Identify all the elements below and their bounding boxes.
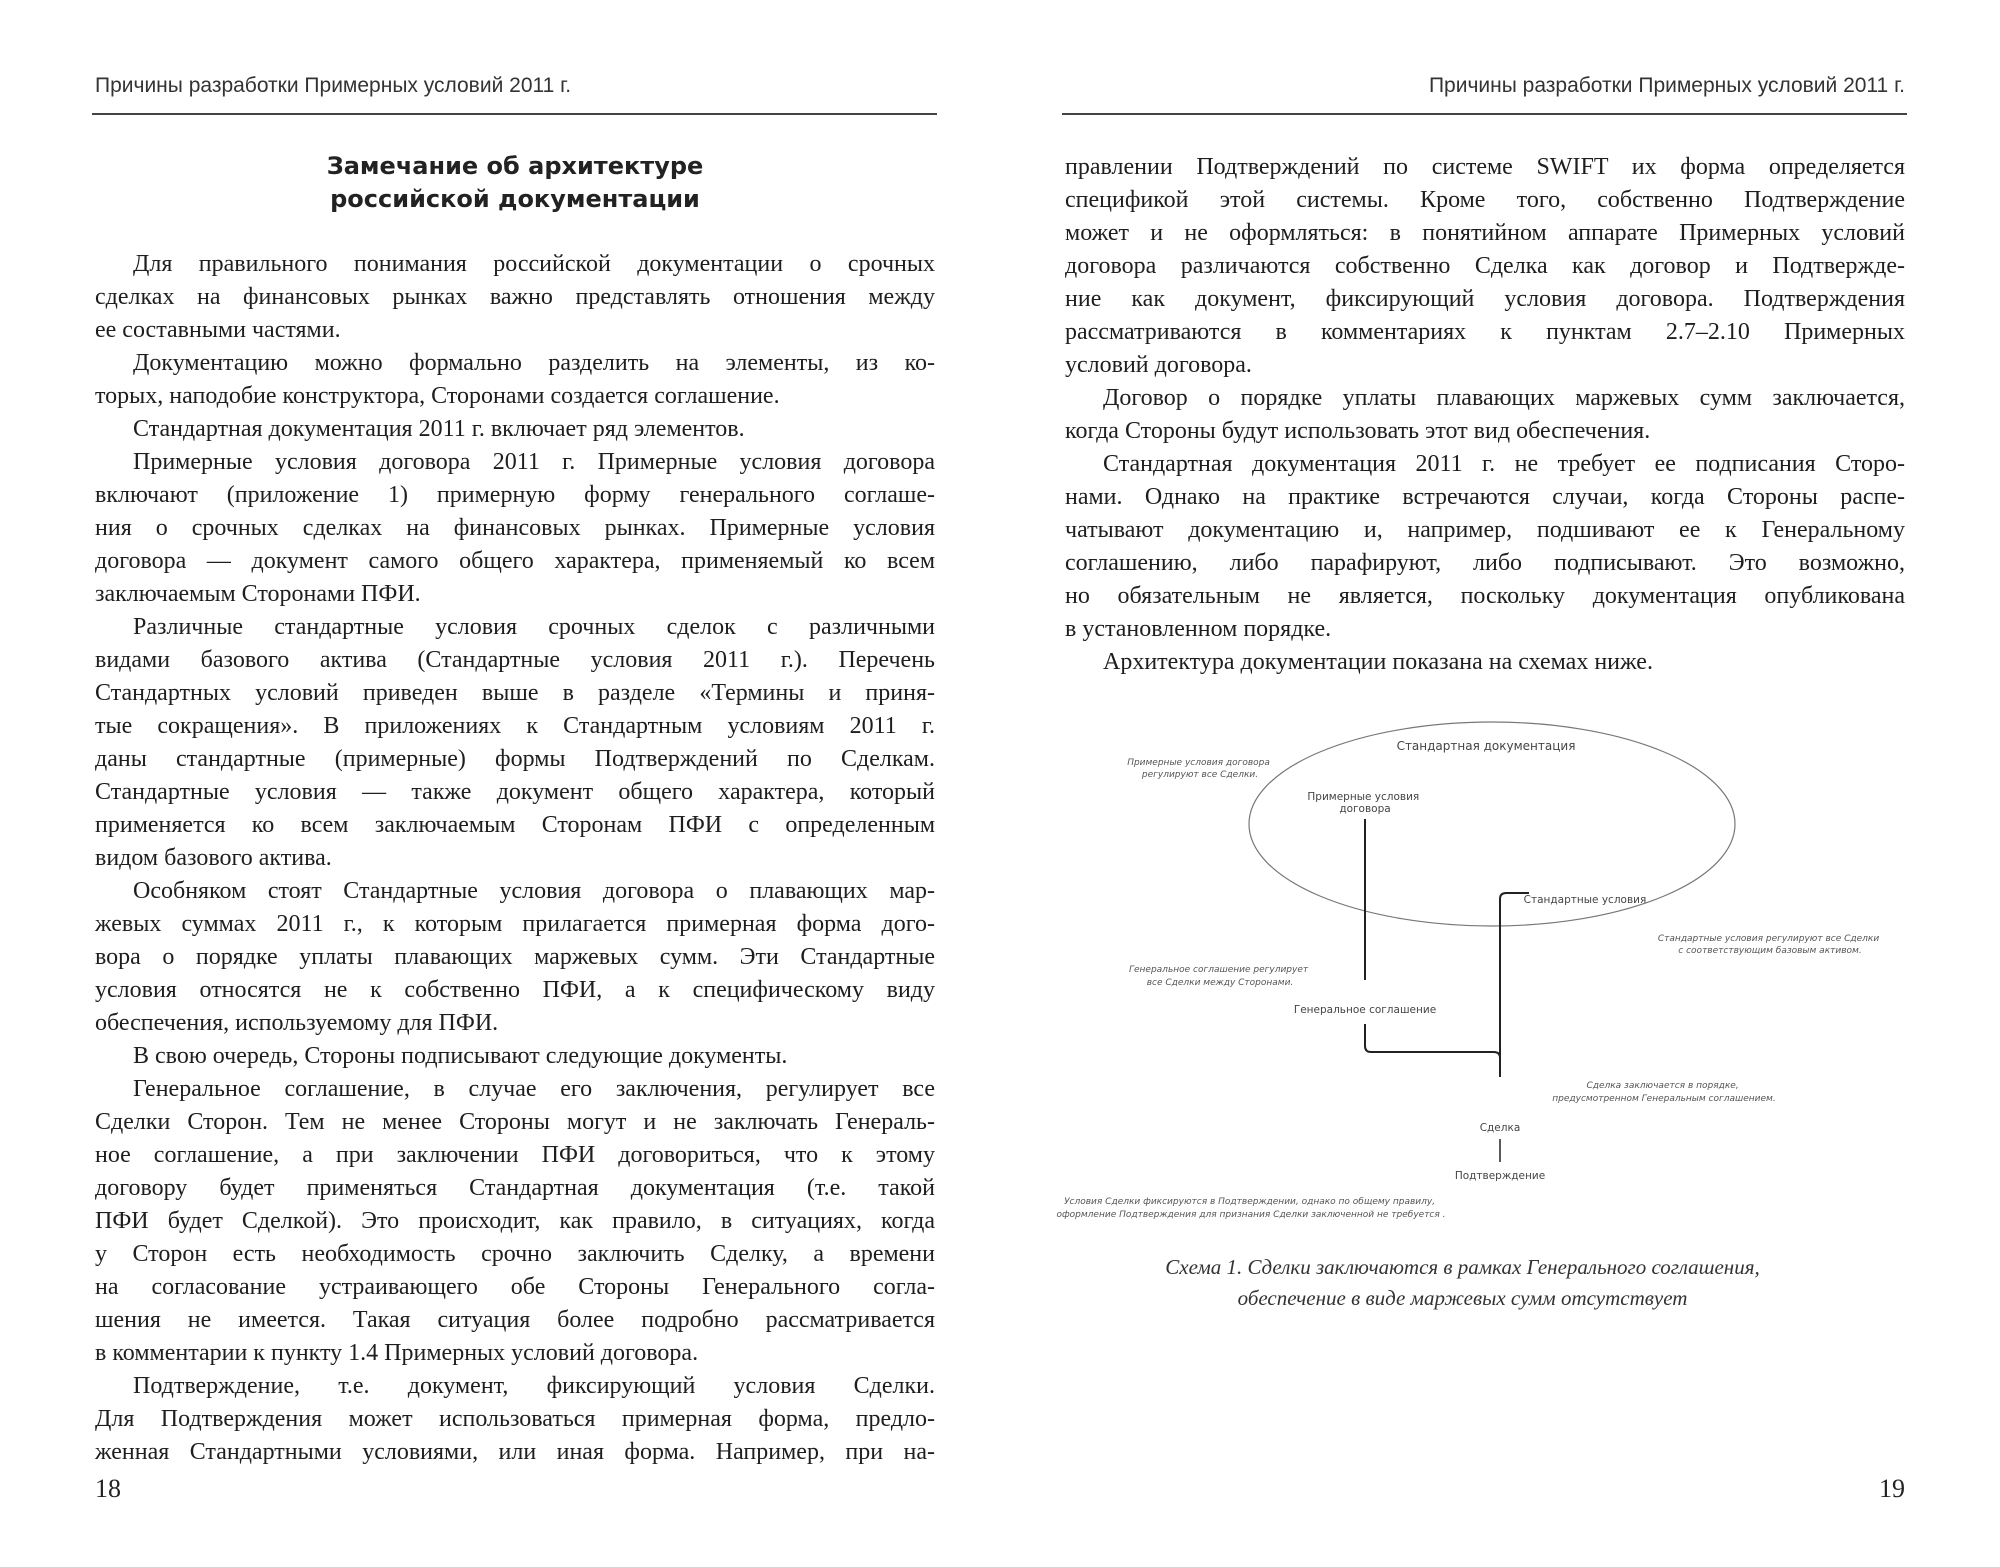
- text-line: Стандартных условий приведен выше в разделе «Термины и приня-: [95, 680, 935, 706]
- text-line: торых, наподобие конструктора, Сторонами создается соглашение.: [95, 383, 780, 409]
- text-line: включают (приложение 1) примерную форму генерального соглаше-: [95, 482, 935, 508]
- note-line: Примерные условия договора: [1127, 758, 1270, 768]
- note-line: регулируют все Сделки.: [1141, 770, 1259, 780]
- text-line: правлении Подтверждений по системе SWIFT их форма определяется: [1065, 154, 1905, 180]
- text-line: Для Подтверждения может использоваться примерная форма, предло-: [95, 1406, 935, 1432]
- text-line: Договор о порядке уплаты плавающих маржевых сумм заключается,: [1103, 385, 1905, 411]
- note-confirmation: [1056, 1197, 1445, 1220]
- note-line: Условия Сделки фиксируются в Подтверждении, однако по общему правилу,: [1064, 1197, 1436, 1207]
- page-number: 19: [1879, 1474, 1905, 1503]
- caption-line: Схема 1. Сделки заключаются в рамках Генерального соглашения,: [1165, 1255, 1760, 1279]
- text-line: когда Стороны будут использовать этот вид обеспечения.: [1065, 418, 1651, 444]
- note-line: Генеральное соглашение регулирует: [1128, 965, 1309, 975]
- text-line: ПФИ будет Сделкой). Это происходит, как правило, в ситуациях, когда: [95, 1208, 935, 1234]
- caption-line: обеспечение в виде маржевых сумм отсутствует: [1237, 1286, 1688, 1310]
- text-line: жевых суммах 2011 г., к которым прилагается примерная форма дого-: [95, 911, 935, 937]
- text-line: Стандартные условия — также документ общего характера, который: [95, 779, 935, 805]
- running-head: Причины разработки Примерных условий 2011 г.: [1428, 74, 1905, 97]
- node-line: Примерные условия: [1307, 791, 1420, 803]
- text-line: ное соглашение, а при заключении ПФИ договориться, что к этому: [95, 1142, 935, 1168]
- text-line: на согласование устраивающего обе Стороны Генерального согла-: [95, 1274, 935, 1300]
- text-line: Архитектура документации показана на схемах ниже.: [1103, 649, 1653, 675]
- note-master-agreement: [1129, 965, 1311, 988]
- text-line: даны стандартные (примерные) формы Подтверждений по Сделкам.: [95, 746, 935, 772]
- section-title-line: Замечание об архитектуре: [326, 152, 704, 180]
- text-line: заключаемым Сторонами ПФИ.: [95, 581, 421, 607]
- text-line: Примерные условия договора 2011 г. Примерные условия договора: [133, 449, 935, 475]
- note-line: все Сделки между Сторонами.: [1146, 978, 1294, 988]
- text-line: чатывают документацию и, например, подшивают ее к Генеральному: [1065, 517, 1905, 543]
- text-line: В свою очередь, Стороны подписывают следующие документы.: [133, 1043, 788, 1069]
- text-line: женная Стандартными условиями, или иная форма. Например, при на-: [95, 1439, 935, 1465]
- text-line: Для правильного понимания российской документации о срочных: [133, 251, 935, 277]
- text-line: тые сокращения». В приложениях к Стандартным условиям 2011 г.: [95, 713, 935, 739]
- text-line: видом базового актива.: [95, 845, 332, 871]
- page-number: 18: [95, 1474, 121, 1503]
- text-line: в установленном порядке.: [1065, 616, 1332, 642]
- node-standard-terms: Стандартные условия: [1523, 894, 1647, 906]
- node-master-agreement: Генеральное соглашение: [1293, 1004, 1437, 1016]
- text-line: договора различаются собственно Сделка как договор и Подтвержде-: [1065, 253, 1905, 279]
- text-line: соглашению, либо парафируют, либо подписывают. Это возможно,: [1065, 550, 1905, 576]
- node-deal: Сделка: [1479, 1122, 1521, 1134]
- text-line: у Сторон есть необходимость срочно заключить Сделку, а времени: [95, 1241, 935, 1267]
- note-line: с соответствующим базовым активом.: [1678, 946, 1862, 956]
- text-line: применяется ко всем заключаемым Сторонам ПФИ с определенным: [95, 812, 935, 838]
- figure-caption: [1060, 1252, 1865, 1314]
- section-title-line: российской документации: [330, 185, 700, 213]
- note-standard-terms: [1658, 934, 1882, 956]
- text-line: шения не имеется. Такая ситуация более подробно рассматривается: [95, 1307, 935, 1333]
- text-line: может и не оформляться: в понятийном аппарате Примерных условий: [1065, 220, 1905, 246]
- text-line: условий договора.: [1065, 352, 1252, 378]
- note-model-terms: [1127, 758, 1273, 780]
- running-head: Причины разработки Примерных условий 2011 г.: [95, 74, 572, 97]
- note-line: Стандартные условия регулируют все Сделки: [1657, 934, 1880, 944]
- text-line: ее составными частями.: [95, 317, 341, 343]
- text-line: Сделки Сторон. Тем не менее Стороны могут и не заключать Генераль-: [95, 1109, 935, 1135]
- text-line: видами базового актива (Стандартные условия 2011 г.). Перечень: [95, 647, 935, 673]
- text-line: рассматриваются в комментариях к пунктам 2.7–2.10 Примерных: [1065, 319, 1905, 345]
- text-line: обеспечения, используемому для ПФИ.: [95, 1010, 499, 1036]
- node-line: договора: [1339, 803, 1391, 815]
- text-line: спецификой этой системы. Кроме того, собственно Подтверждение: [1065, 187, 1905, 213]
- text-line: договору будет применяться Стандартная документация (т.е. такой: [95, 1175, 935, 1201]
- text-line: вора о порядке уплаты плавающих маржевых сумм. Эти Стандартные: [95, 944, 935, 970]
- text-line: Стандартная документация 2011 г. не требует ее подписания Сторо-: [1103, 451, 1905, 477]
- text-line: Документацию можно формально разделить на элементы, из ко-: [133, 350, 935, 376]
- text-line: но обязательным не является, поскольку документация опубликована: [1065, 583, 1905, 609]
- text-line: сделках на финансовых рынках важно представлять отношения между: [95, 284, 935, 310]
- text-line: в комментарии к пункту 1.4 Примерных условий договора.: [95, 1340, 699, 1366]
- text-line: Различные стандартные условия срочных сделок с различными: [133, 614, 935, 640]
- node-model-terms: [1307, 791, 1422, 815]
- text-line: Особняком стоят Стандартные условия договора о плавающих мар-: [133, 878, 935, 904]
- note-line: предусмотренном Генеральным соглашением.: [1552, 1094, 1776, 1104]
- text-line: Подтверждение, т.е. документ, фиксирующий условия Сделки.: [133, 1373, 935, 1399]
- text-line: договора — документ самого общего характера, применяемый ко всем: [95, 548, 935, 574]
- connector-line: [1365, 1024, 1500, 1058]
- text-line: Стандартная документация 2011 г. включает ряд элементов.: [133, 416, 745, 442]
- text-line: ния о срочных сделках на финансовых рынках. Примерные условия: [95, 515, 935, 541]
- note-deal: [1552, 1081, 1775, 1104]
- note-line: Сделка заключается в порядке,: [1586, 1081, 1739, 1091]
- node-confirmation: Подтверждение: [1454, 1170, 1546, 1182]
- note-line: оформление Подтверждения для признания Сделки заключенной не требуется .: [1056, 1210, 1446, 1220]
- ellipse-label: Стандартная документация: [1396, 739, 1576, 753]
- text-line: условия относятся не к собственно ПФИ, а к специфическому виду: [95, 977, 935, 1003]
- text-line: нами. Однако на практике встречаются случаи, когда Стороны распе-: [1065, 484, 1905, 510]
- text-line: Генеральное соглашение, в случае его заключения, регулирует все: [133, 1076, 935, 1102]
- text-line: ние как документ, фиксирующий условия договора. Подтверждения: [1065, 286, 1905, 312]
- bracket-line: [1500, 893, 1529, 1077]
